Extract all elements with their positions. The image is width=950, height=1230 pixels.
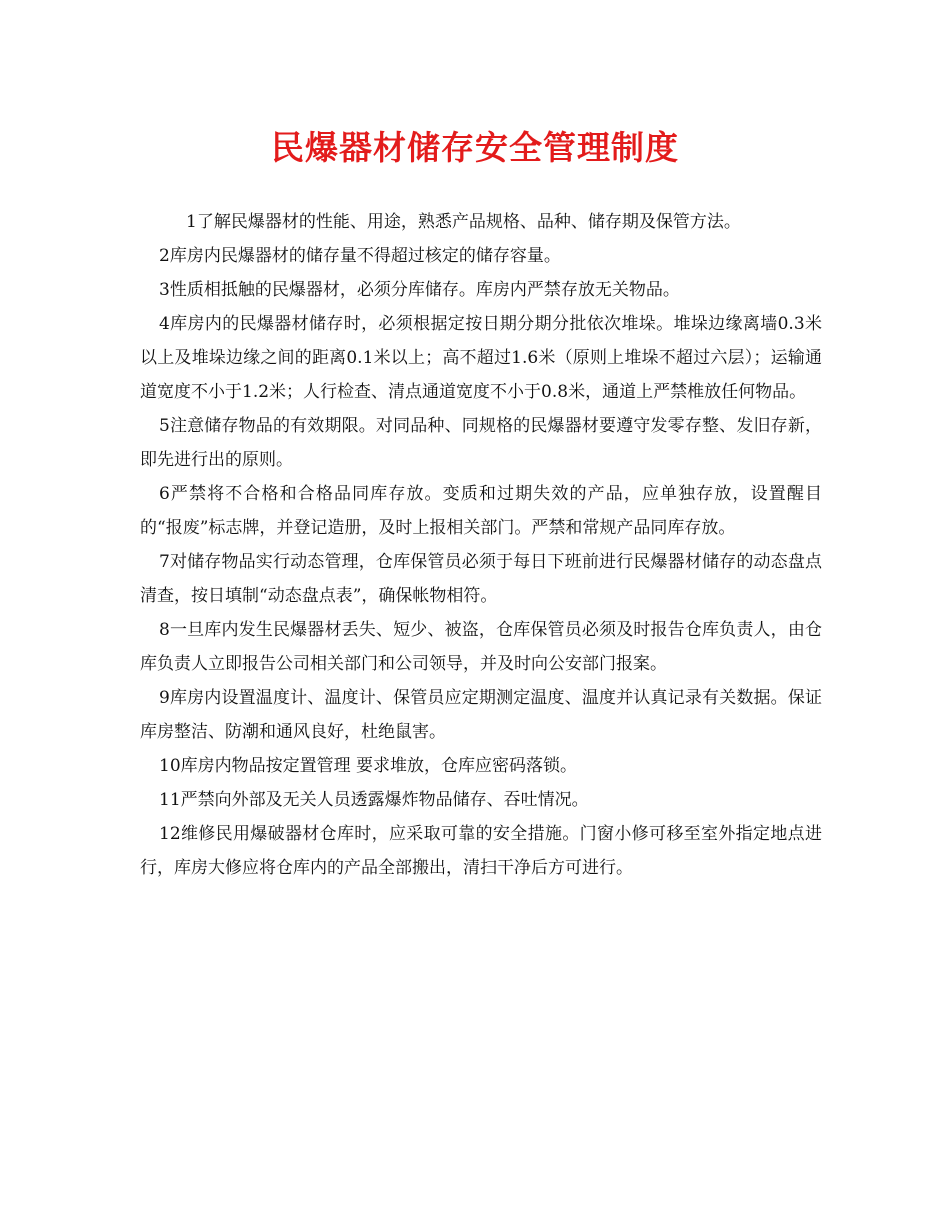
paragraph-12: 12维修民用爆破器材仓库时，应采取可靠的安全措施。门窗小修可移至室外指定地点进行，库房大修应将仓库内的产品全部搬出，清扫干净后方可进行。 <box>140 824 822 878</box>
paragraph-1: 1了解民爆器材的性能、用途，熟悉产品规格、品种、储存期及保管方法。 <box>186 212 741 232</box>
paragraph-11: 11严禁向外部及无关人员透露爆炸物品储存、吞吐情况。 <box>159 790 589 810</box>
paragraph-6: 6严禁将不合格和合格品同库存放。变质和过期失效的产品，应单独存放，设置醒目的“报废”标志牌，并登记造册，及时上报相关部门。严禁和常规产品同库存放。 <box>140 484 822 538</box>
paragraph-9: 9库房内设置温度计、温度计、保管员应定期测定温度、温度并认真记录有关数据。保证库房整洁、防潮和通风良好，杜绝鼠害。 <box>140 688 822 742</box>
paragraph-3: 3性质相抵触的民爆器材，必须分库储存。库房内严禁存放无关物品。 <box>159 280 680 300</box>
document-body <box>140 205 822 885</box>
paragraph-5: 5注意储存物品的有效期限。对同品种、同规格的民爆器材要遵守发零存整、发旧存新，即先进行出的原则。 <box>140 416 822 470</box>
paragraph-10: 10库房内物品按定置管理 要求堆放，仓库应密码落锁。 <box>159 756 578 776</box>
paragraph-7: 7对储存物品实行动态管理，仓库保管员必须于每日下班前进行民爆器材储存的动态盘点清查，按日填制“动态盘点表”，确保帐物相符。 <box>140 552 822 606</box>
document-title: 民爆器材储存安全管理制度 <box>271 128 679 167</box>
paragraph-2: 2库房内民爆器材的储存量不得超过核定的储存容量。 <box>159 246 561 266</box>
paragraph-4: 4库房内的民爆器材储存时，必须根据定按日期分期分批依次堆垛。堆垛边缘离墙0.3米以上及堆垛边缘之间的距离0.1米以上；高不超过1.6米（原则上堆垛不超过六层）；运输通道宽度不小于1.2米；人行检查、清点通道宽度不小于0.8米，通道上严禁椎放任何物品。 <box>140 314 822 402</box>
paragraph-8: 8一旦库内发生民爆器材丢失、短少、被盗，仓库保管员必须及时报告仓库负责人，由仓库负责人立即报告公司相关部门和公司领导，并及时向公安部门报案。 <box>140 620 822 674</box>
